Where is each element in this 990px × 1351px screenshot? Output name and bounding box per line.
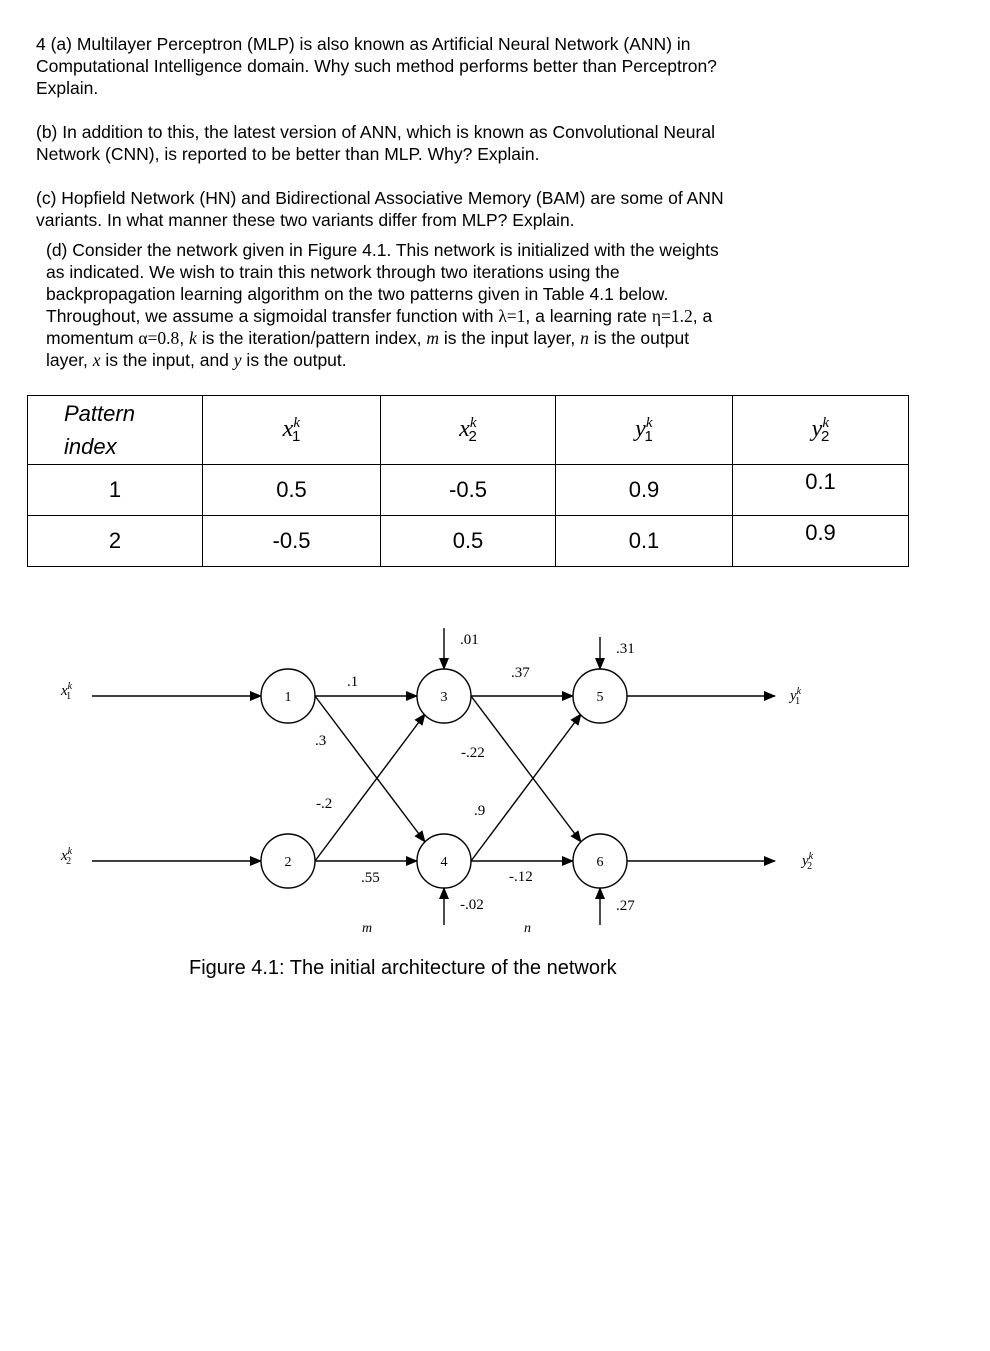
text-segment: is the output [588, 328, 690, 348]
k-sup: k [822, 414, 829, 431]
header-x2 [381, 396, 556, 465]
bias-b4: -.02 [460, 897, 484, 913]
x-symbol: x [282, 415, 294, 442]
cell-index: 2 [28, 516, 203, 567]
cell-x2: 0.5 [381, 516, 556, 567]
text-segment: Throughout, we assume a sigmoidal transfer function with [46, 306, 499, 326]
question-a [36, 33, 717, 99]
cell-y2-value: 0.9 [805, 520, 836, 545]
header-x1 [203, 396, 381, 465]
eta-value: η=1.2 [651, 306, 693, 326]
question-d-line: as indicated. We wish to train this network through two iterations using the [46, 262, 620, 282]
text-segment: , a learning rate [525, 306, 652, 326]
question-d-line: (d) Consider the network given in Figure 4.1. This network is initialized with the weights [46, 240, 719, 260]
header-index-label: index [64, 434, 117, 459]
table-header-row [28, 396, 909, 465]
cell-y1: 0.1 [556, 516, 733, 567]
header-y1 [556, 396, 733, 465]
question-d-line [46, 327, 719, 349]
figure-caption: Figure 4.1: The initial architecture of the network [189, 957, 617, 979]
layer-n-label: n [524, 921, 531, 936]
node-3-label: 3 [440, 690, 448, 705]
y-symbol: y [233, 350, 242, 370]
node-5-label: 5 [596, 690, 604, 705]
weight-w13: .1 [347, 674, 359, 690]
question-b [36, 121, 715, 165]
question-d [46, 239, 719, 371]
header-pattern-index [28, 396, 203, 465]
bias-b5: .31 [616, 641, 635, 657]
k-sup: k [469, 414, 477, 431]
edge-3-6 [471, 696, 581, 842]
weight-w24: .55 [361, 870, 380, 886]
bias-b3: .01 [460, 632, 479, 648]
weight-w46: -.12 [509, 869, 533, 885]
input-label-x1: $x^k$ 1 [61, 681, 73, 702]
weight-w35: .37 [511, 665, 530, 681]
cell-index: 1 [28, 465, 203, 516]
node-1-label: 1 [284, 690, 292, 705]
text-segment: is the iteration/pattern index, [196, 328, 427, 348]
cell-y2-value: 0.1 [805, 469, 836, 494]
cell-x1: 0.5 [203, 465, 381, 516]
edge-4-5 [471, 714, 581, 861]
node-4-label: 4 [440, 855, 448, 870]
k-sup: k [293, 414, 300, 431]
output-label-y2: $y^k$ 2 [802, 851, 814, 872]
node-2-label: 2 [284, 855, 292, 870]
question-a-line: Computational Intelligence domain. Why such method performs better than Perceptron? [36, 56, 717, 76]
question-d-line: backpropagation learning algorithm on the two patterns given in Table 4.1 below. [46, 284, 669, 304]
question-d-line [46, 349, 719, 371]
question-c-line: (c) Hopfield Network (HN) and Bidirectional Associative Memory (BAM) are some of ANN [36, 188, 724, 208]
text-segment: is the output. [241, 350, 347, 370]
m-symbol: m [426, 328, 440, 348]
patterns-table [27, 395, 909, 567]
table-row [28, 465, 909, 516]
edge-1-4 [315, 696, 425, 842]
cell-y1: 0.9 [556, 465, 733, 516]
text-segment: layer, [46, 350, 93, 370]
sub-2: 2 [468, 428, 477, 446]
weight-w36: -.22 [461, 745, 485, 761]
header-pattern-label: Pattern [64, 401, 135, 426]
text-segment: is the input layer, [439, 328, 581, 348]
sub-2: 2 [820, 428, 830, 446]
question-b-line: (b) In addition to this, the latest version of ANN, which is known as Convolutional Neural [36, 122, 715, 142]
n-symbol: n [580, 328, 589, 348]
question-a-line: Explain. [36, 78, 99, 98]
question-b-line: Network (CNN), is reported to be better than MLP. Why? Explain. [36, 144, 540, 164]
weight-w23: -.2 [316, 796, 333, 812]
k-symbol: k [189, 328, 197, 348]
weight-w14: .3 [315, 733, 327, 749]
text-segment: , a [692, 306, 713, 326]
table-row [28, 516, 909, 567]
sub-1: 1 [644, 428, 653, 446]
network-diagram [0, 600, 990, 950]
question-c [36, 187, 724, 231]
output-label-y1: $y^k$ 1 [790, 686, 802, 707]
y-symbol: y [811, 415, 823, 442]
text-segment: is the input, and [100, 350, 234, 370]
cell-y2 [733, 465, 909, 516]
edge-2-3 [315, 714, 425, 861]
weight-w45: .9 [474, 803, 486, 819]
bias-b6: .27 [616, 898, 635, 914]
text-segment: momentum [46, 328, 139, 348]
layer-m-label: m [362, 921, 373, 936]
cell-y2 [733, 516, 909, 567]
question-c-line: variants. In what manner these two variants differ from MLP? Explain. [36, 210, 575, 230]
node-6-label: 6 [596, 855, 604, 870]
y-symbol: y [635, 415, 646, 442]
cell-x1: -0.5 [203, 516, 381, 567]
text-segment: , [179, 328, 190, 348]
k-sup: k [645, 414, 653, 431]
cell-x2: -0.5 [381, 465, 556, 516]
input-label-x2: $x^k$ 2 [61, 846, 73, 867]
header-y2 [733, 396, 909, 465]
x-symbol: x [459, 415, 470, 442]
x-symbol: x [92, 350, 101, 370]
question-d-line [46, 305, 719, 327]
alpha-value: α=0.8 [138, 328, 180, 348]
sub-1: 1 [291, 428, 301, 446]
lambda-value: λ=1 [498, 306, 526, 326]
question-a-line: 4 (a) Multilayer Perceptron (MLP) is also known as Artificial Neural Network (ANN) in [36, 34, 691, 54]
